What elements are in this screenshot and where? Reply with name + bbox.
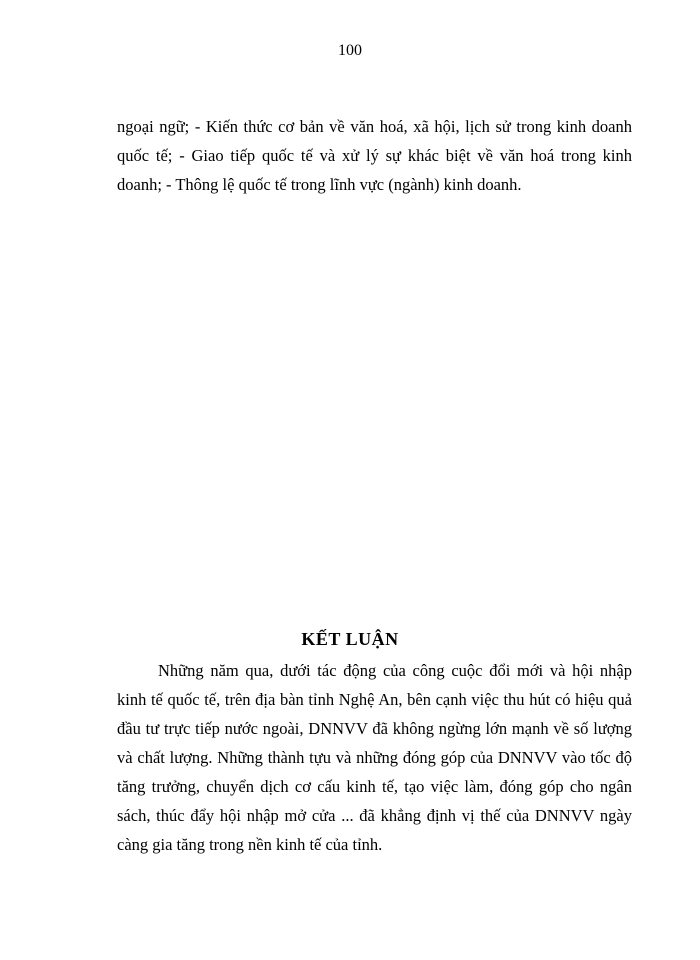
section-heading: KẾT LUẬN <box>301 629 399 649</box>
conclusion-paragraph <box>117 656 632 859</box>
text-line: đầu tư trực tiếp nước ngoài, DNNVV đã không ngừng lớn mạnh về số lượng <box>117 719 632 738</box>
text-line: càng gia tăng trong nền kinh tế của tỉnh. <box>117 835 383 854</box>
page-number: 100 <box>338 42 362 59</box>
text-line: quốc tế; - Giao tiếp quốc tế và xử lý sự khác biệt về văn hoá trong kinh <box>117 146 632 165</box>
text-line: ngoại ngữ; - Kiến thức cơ bản về văn hoá, xã hội, lịch sử trong kinh doanh <box>117 117 632 136</box>
text-line: và chất lượng. Những thành tựu và những đóng góp của DNNVV vào tốc độ <box>117 748 632 767</box>
body-paragraph <box>117 112 632 199</box>
text-line: sách, thúc đẩy hội nhập mở cửa ... đã khẳng định vị thế của DNNVV ngày <box>117 806 632 825</box>
text-line: Những năm qua, dưới tác động của công cuộc đổi mới và hội nhập <box>158 661 632 680</box>
text-line: tăng trưởng, chuyển dịch cơ cấu kinh tế, tạo việc làm, đóng góp cho ngân <box>117 777 632 796</box>
text-line: kinh tế quốc tế, trên địa bàn tỉnh Nghệ An, bên cạnh việc thu hút có hiệu quả <box>117 690 632 709</box>
text-line: doanh; - Thông lệ quốc tế trong lĩnh vực (ngành) kinh doanh. <box>117 175 522 194</box>
